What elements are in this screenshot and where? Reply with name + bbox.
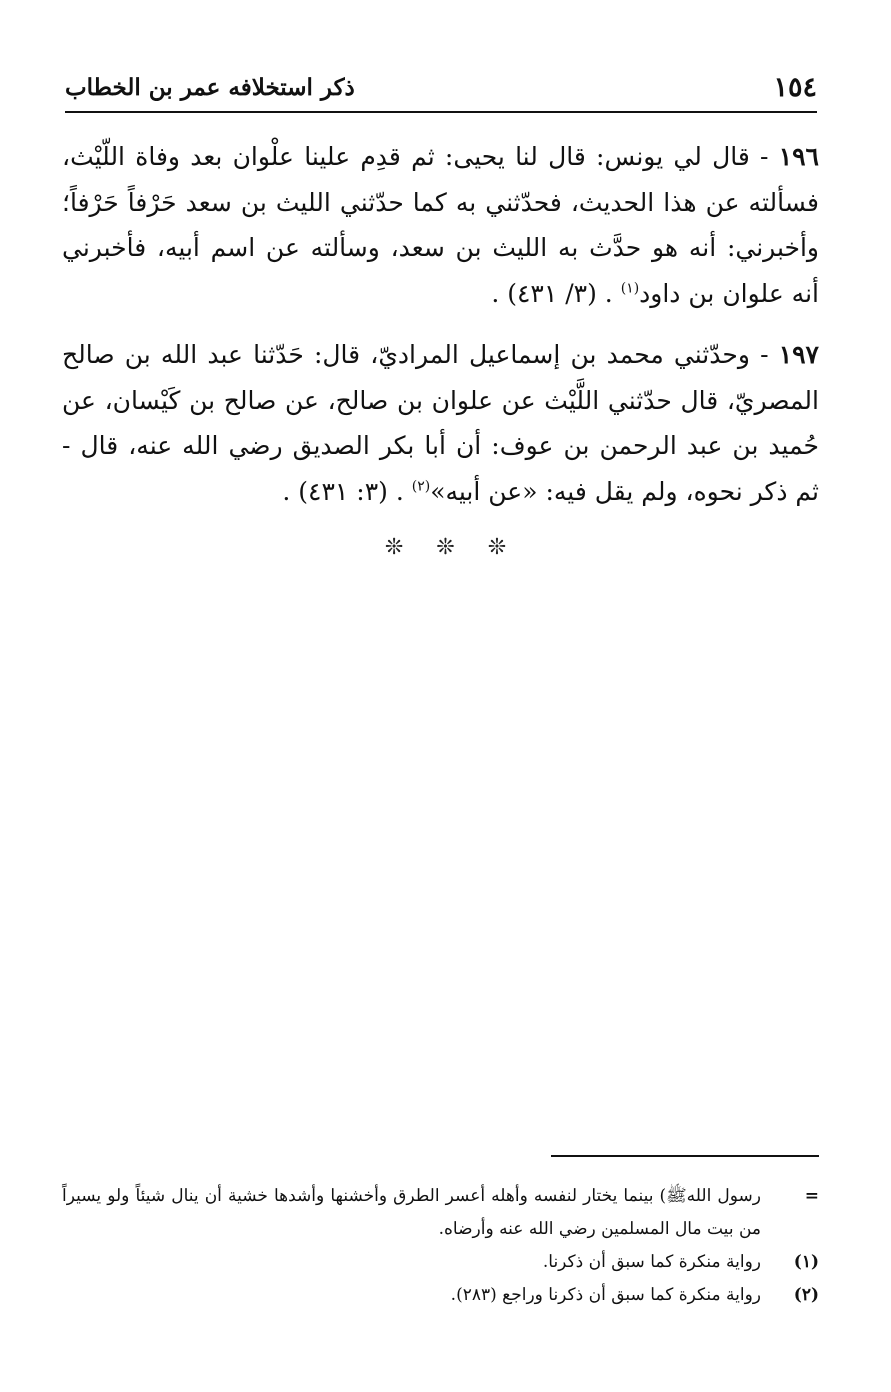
footnote-marker: (٢) — [793, 1285, 819, 1305]
footnote-marker: (١) — [793, 1252, 819, 1272]
section-separator: ❊ ❊ ❊ — [384, 535, 507, 560]
hadith-text: - قال لي يونس: قال لنا يحيى: ثم قدِم علينا علْوان بعد وفاة اللّيْث، فسألته عن هذا الحديث، فحدّثني به كما حدّثني الليث بن سعد حَرْفاً حَرْفاً؛ وأخبرني: أنه هو حدَّث به الليث بن سعد، وسألته عن اسم أبيه، فأخبرني أنه علوان بن داود — [62, 142, 819, 308]
main-text — [62, 134, 819, 530]
hadith-196 — [62, 134, 819, 316]
hadith-citation: . (٣/ ٤٣١) . — [491, 278, 621, 308]
hadith-citation: . (٣: ٤٣١) . — [282, 476, 412, 506]
footnote-1 — [62, 1246, 819, 1279]
footnote-rule — [551, 1155, 819, 1157]
page-number: ١٥٤ — [773, 72, 817, 103]
footnotes — [62, 1180, 819, 1312]
footnote-marker: = — [804, 1186, 819, 1206]
hadith-text: - وحدّثني محمد بن إسماعيل المراديّ، قال: حَدّثنا عبد الله بن صالح المصريّ، قال حدّثني اللَّيْث عن علوان بن صالح، عن صالح بن كَيْسان، عن حُميد بن عبد الرحمن بن عوف: أن أبا بكر الصديق رضي الله عنه، قال - ثم ذكر نحوه، ولم يقل فيه: «عن أبيه» — [62, 340, 819, 506]
footnote-ref: (١) — [620, 280, 640, 297]
footnote-ref: (٢) — [411, 478, 431, 495]
footnote-2 — [62, 1279, 819, 1312]
footnote-text: رسول اللهﷺ) بينما يختار لنفسه وأهله أعسر الطرق وأخشنها وأشدها خشية أن ينال شيئاً ولو يسيراً من بيت مال المسلمين رضي الله عنه وأرضاه. — [62, 1186, 761, 1239]
running-header — [65, 68, 817, 108]
hadith-number: ١٩٧ — [778, 340, 819, 369]
footnote-text: رواية منكرة كما سبق أن ذكرنا وراجع (٢٨٣). — [450, 1285, 761, 1305]
hadith-197 — [62, 332, 819, 514]
hadith-number: ١٩٦ — [778, 142, 819, 171]
footnote-text: رواية منكرة كما سبق أن ذكرنا. — [542, 1252, 761, 1272]
header-rule — [65, 111, 817, 113]
footnote-continued — [62, 1180, 819, 1246]
chapter-title: ذكر استخلافه عمر بن الخطاب — [65, 74, 355, 101]
